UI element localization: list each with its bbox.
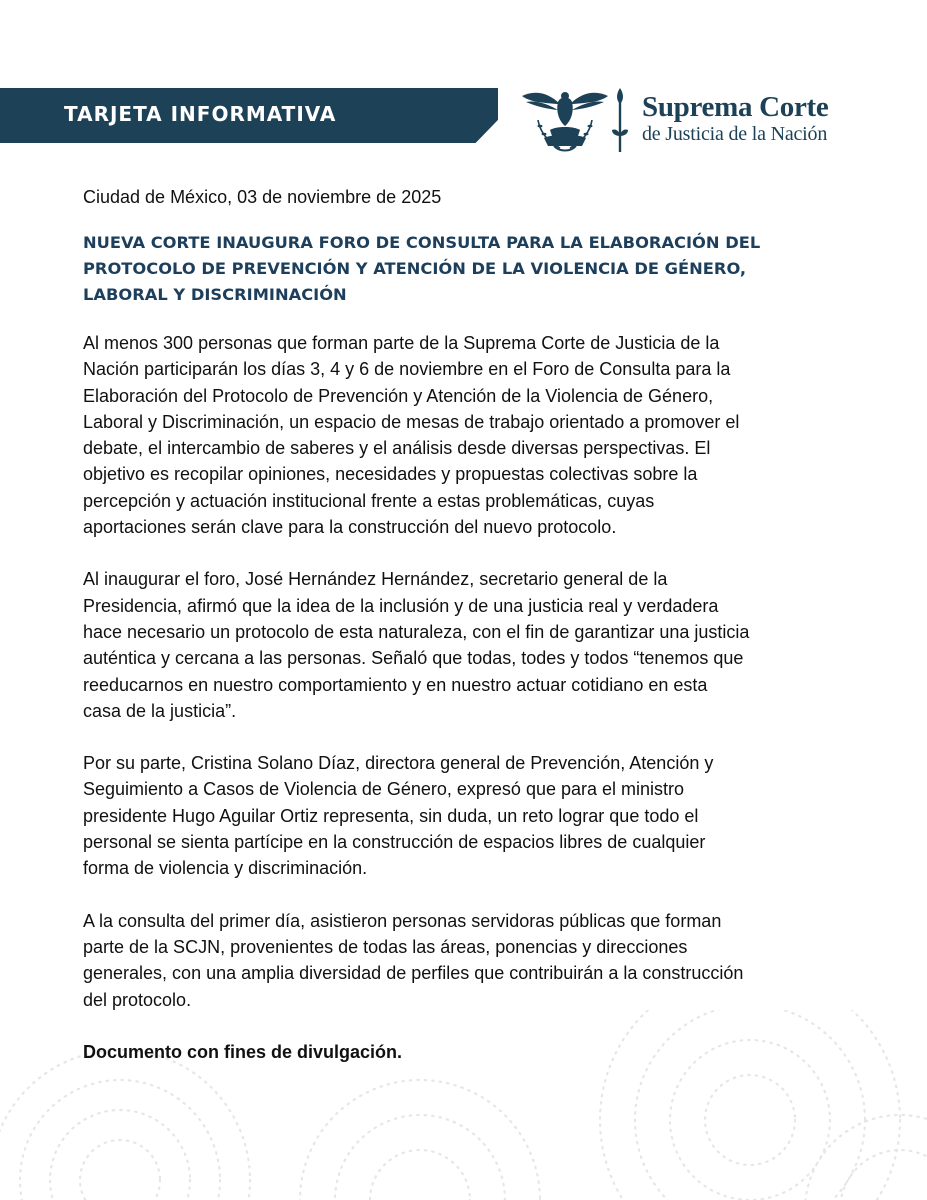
paragraph-1 xyxy=(83,330,863,540)
text-line: presidente Hugo Aguilar Ortiz representa, sin duda, un reto lograr que todo el xyxy=(83,805,699,826)
text-line: parte de la SCJN, provenientes de todas las áreas, ponencias y direcciones xyxy=(83,936,688,957)
paragraph-2 xyxy=(83,566,863,724)
text-line: Laboral y Discriminación, un espacio de mesas de trabajo orientado a promover el xyxy=(83,411,740,432)
text-line: del protocolo. xyxy=(83,989,192,1010)
text-line: casa de la justicia”. xyxy=(83,700,237,721)
text-line: Presidencia, afirmó que la idea de la inclusión y de una justicia real y verdadera xyxy=(83,595,719,616)
closing-note: Documento con fines de divulgación. xyxy=(83,1041,403,1062)
text-line: objetivo es recopilar opiniones, necesidades y propuestas colectivas sobre la xyxy=(83,464,698,485)
headline-line: LABORAL Y DISCRIMINACIÓN xyxy=(83,285,347,304)
text-line: aportaciones serán clave para la construcción del nuevo protocolo. xyxy=(83,517,617,538)
text-line: forma de violencia y discriminación. xyxy=(83,858,368,879)
banner-title: TARJETA INFORMATIVA xyxy=(64,102,337,126)
text-line: A la consulta del primer día, asistieron personas servidoras públicas que forman xyxy=(83,910,722,931)
logo-line-1: Suprema Corte xyxy=(642,91,829,123)
logo-line-2: de Justicia de la Nación xyxy=(642,123,828,145)
document-body xyxy=(83,184,863,1065)
eagle-emblem-icon xyxy=(520,86,632,154)
text-line: Al inaugurar el foro, José Hernández Hernández, secretario general de la xyxy=(83,569,668,590)
text-line: Por su parte, Cristina Solano Díaz, directora general de Prevención, Atención y xyxy=(83,753,714,774)
headline-line: PROTOCOLO DE PREVENCIÓN Y ATENCIÓN DE LA VIOLENCIA DE GÉNERO, xyxy=(83,259,747,278)
paragraph-4 xyxy=(83,908,863,1013)
text-line: debate, el intercambio de saberes y el análisis desde diversas perspectivas. El xyxy=(83,438,711,459)
institution-logo-text xyxy=(642,92,828,146)
paragraph-3 xyxy=(83,750,863,881)
text-line: Elaboración del Protocolo de Prevención y Atención de la Violencia de Género, xyxy=(83,385,714,406)
text-line: Al menos 300 personas que forman parte de la Suprema Corte de Justicia de la xyxy=(83,333,720,353)
text-line: personal se sienta partícipe en la construcción de espacios libres de cualquier xyxy=(83,832,706,853)
text-line: reeducarnos en nuestro comportamiento y en nuestro actuar cotidiano en esta xyxy=(83,674,708,695)
text-line: percepción y actuación institucional frente a estas problemáticas, cuyas xyxy=(83,490,655,511)
document-headline xyxy=(83,230,863,308)
document-date: Ciudad de México, 03 de noviembre de 2025 xyxy=(83,187,442,207)
text-line: generales, con una amplia diversidad de perfiles que contribuirán a la construcción xyxy=(83,963,744,984)
text-line: Seguimiento a Casos de Violencia de Género, expresó que para el ministro xyxy=(83,779,685,800)
text-line: Nación participarán los días 3, 4 y 6 de noviembre en el Foro de Consulta para la xyxy=(83,359,731,380)
text-line: hace necesario un protocolo de esta naturaleza, con el fin de garantizar una justicia xyxy=(83,621,750,642)
text-line: auténtica y cercana a las personas. Señaló que todas, todes y todos “tenemos que xyxy=(83,648,744,669)
headline-line: NUEVA CORTE INAUGURA FORO DE CONSULTA PARA LA ELABORACIÓN DEL xyxy=(83,233,761,252)
